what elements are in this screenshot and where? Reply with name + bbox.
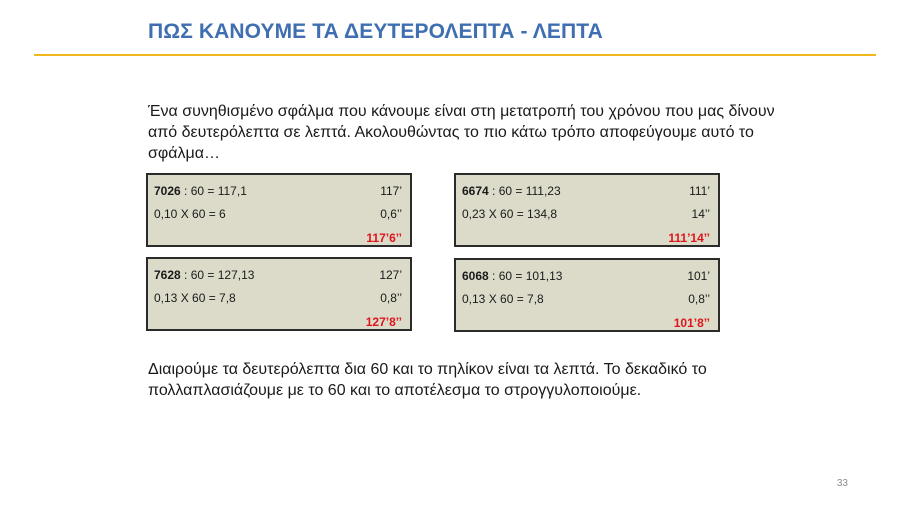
decimal-line xyxy=(154,291,402,307)
division-text: : 60 = 101,13 xyxy=(488,269,563,283)
decimal-calculation: 0,23 X 60 = 134,8 xyxy=(462,207,558,221)
decimal-calculation: 0,13 X 60 = 7,8 xyxy=(154,291,236,305)
slide-title: ΠΩΣ ΚΑΝΟΥΜΕ ΤΑ ΔΕΥΤΕΡΟΛΕΠΤΑ - ΛΕΠΤΑ xyxy=(148,20,603,43)
decimal-calculation: 0,13 X 60 = 7,8 xyxy=(462,292,544,306)
division-line xyxy=(462,269,710,285)
decimal-seconds-value: 0,8’’ xyxy=(380,291,402,305)
seconds-value: 6068 xyxy=(462,269,489,283)
intro-paragraph: Ένα συνηθισμένο σφάλμα που κάνουμε είναι στη μετατροπή του χρόνου που μας δίνουν από δευτερόλεπτα σε λεπτά. Ακολουθώντας το πιο κάτω τρόπο αποφεύγουμε αυτό το σφάλμα… xyxy=(148,103,775,162)
title-underline xyxy=(34,54,876,56)
division-text: : 60 = 117,1 xyxy=(180,184,247,198)
seconds-value: 7026 xyxy=(154,184,181,198)
division-text: : 60 = 111,23 xyxy=(488,184,561,198)
seconds-value: 7628 xyxy=(154,268,181,282)
division-line xyxy=(154,184,402,200)
division-expression xyxy=(154,184,247,198)
division-expression xyxy=(462,269,562,283)
division-expression xyxy=(154,268,254,282)
page-number: 33 xyxy=(836,478,848,489)
decimal-calculation: 0,10 X 60 = 6 xyxy=(154,207,226,221)
decimal-line xyxy=(154,207,402,223)
decimal-line xyxy=(462,207,710,223)
decimal-line xyxy=(462,292,710,308)
division-line xyxy=(154,268,402,284)
minutes-value: 117’ xyxy=(380,184,402,198)
minutes-value: 101’ xyxy=(687,269,710,283)
result-value: 117’6’’ xyxy=(366,231,402,245)
decimal-seconds-value: 0,6’’ xyxy=(380,207,402,221)
decimal-seconds-value: 14’’ xyxy=(691,207,710,221)
minutes-value: 111’ xyxy=(689,184,710,198)
division-line xyxy=(462,184,710,200)
calculation-box-6068 xyxy=(454,258,720,332)
result-value: 101’8’’ xyxy=(673,316,710,330)
minutes-value: 127’ xyxy=(379,268,402,282)
result-value: 111’14’’ xyxy=(668,231,710,245)
result-value: 127’8’’ xyxy=(365,315,402,329)
division-text: : 60 = 127,13 xyxy=(180,268,255,282)
seconds-value: 6674 xyxy=(462,184,489,198)
calculation-box-7628 xyxy=(146,257,412,331)
calculation-box-7026 xyxy=(146,173,412,247)
division-expression xyxy=(462,184,561,198)
decimal-seconds-value: 0,8’’ xyxy=(688,292,710,306)
conclusion-paragraph: Διαιρούμε τα δευτερόλεπτα δια 60 και το πηλίκον είναι τα λεπτά. Το δεκαδικό το πολλαπλασιάζουμε με το 60 και το αποτέλεσμα το στρογγυλοποιούμε. xyxy=(148,361,707,399)
calculation-box-6674 xyxy=(454,173,720,247)
